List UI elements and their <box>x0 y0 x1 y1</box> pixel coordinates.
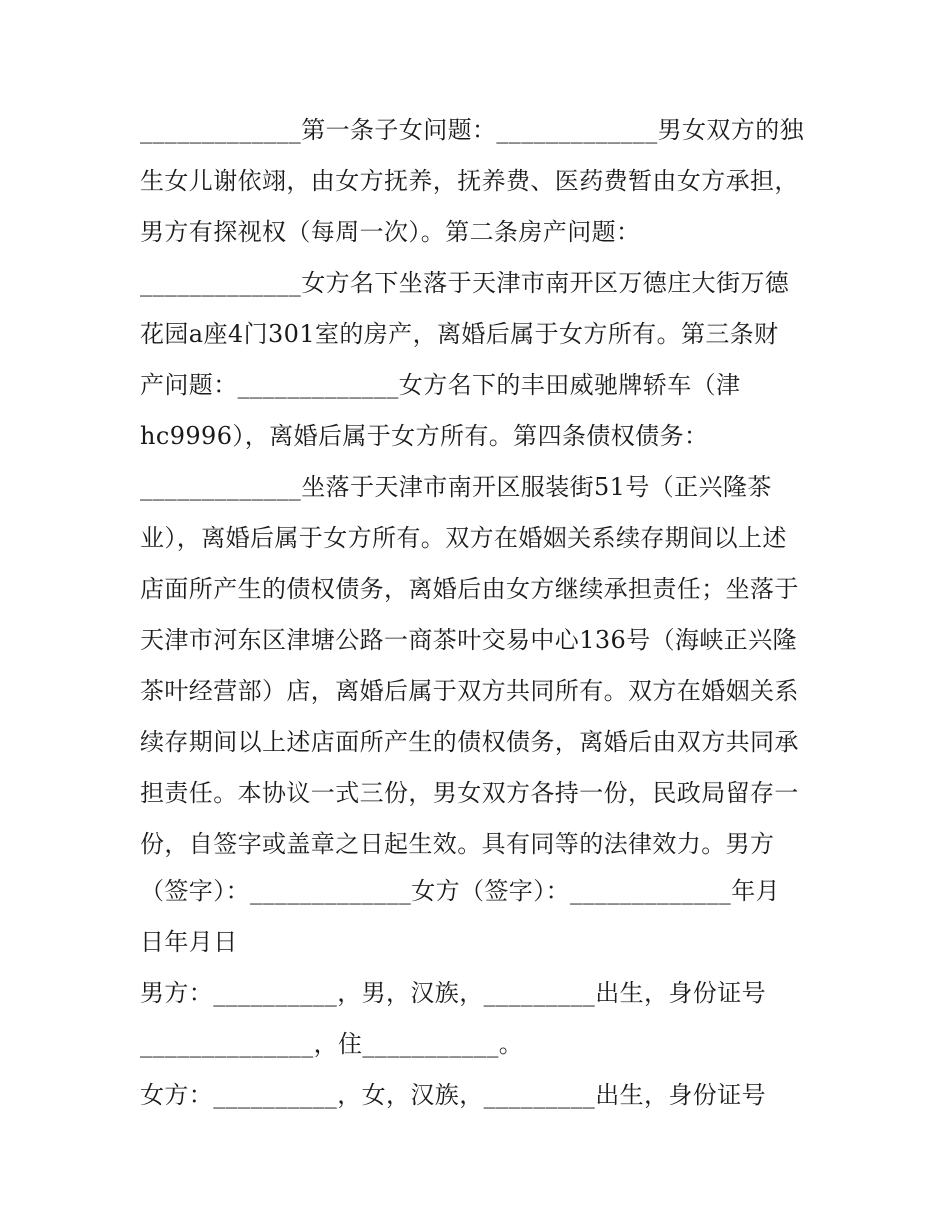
text-line: 续存期间以上述店面所产生的债权债务，离婚后由双方共同承 <box>140 728 799 756</box>
text-line: 女方：__________，女，汉族，_________出生，身份证号 <box>140 1081 766 1109</box>
text-line: 份，自签字或盖章之日起生效。具有同等的法律效力。男方 <box>140 830 775 858</box>
text-line: 花园a座4门301室的房产，离婚后属于女方所有。第三条财 <box>140 320 779 348</box>
text-line: 日年月日 <box>140 928 238 956</box>
text-line: 茶叶经营部）店，离婚后属于双方共同所有。双方在婚姻关系 <box>140 677 799 705</box>
text-line: _____________第一条子女问题：_____________男女双方的独 <box>140 116 804 144</box>
text-line: 天津市河东区津塘公路一商茶叶交易中心136号（海峡正兴隆 <box>140 626 798 654</box>
text-line: _____________坐落于天津市南开区服装街51号（正兴隆茶 <box>140 473 772 501</box>
text-line: 生女儿谢依翊，由女方抚养，抚养费、医药费暂由女方承担， <box>140 167 799 195</box>
text-line: 男方有探视权（每周一次）。第二条房产问题： <box>140 218 641 246</box>
text-line: 产问题：_____________女方名下的丰田威驰牌轿车（津 <box>140 371 741 399</box>
text-line: 担责任。本协议一式三份，男女双方各持一份，民政局留存一 <box>140 779 799 807</box>
text-line: _____________女方名下坐落于天津市南开区万德庄大街万德 <box>140 269 790 297</box>
text-line: hc9996），离婚后属于女方所有。第四条债权债务： <box>140 422 709 450</box>
text-line: 男方：__________，男，汉族，_________出生，身份证号 <box>140 979 766 1007</box>
text-line: 店面所产生的债权债务，离婚后由女方继续承担责任；坐落于 <box>140 575 799 603</box>
text-line: （签字）：_____________女方（签字）：_____________年月 <box>140 877 780 905</box>
text-line: 业），离婚后属于女方所有。双方在婚姻关系续存期间以上述 <box>140 524 787 552</box>
text-line: ______________，住___________。 <box>140 1030 524 1058</box>
